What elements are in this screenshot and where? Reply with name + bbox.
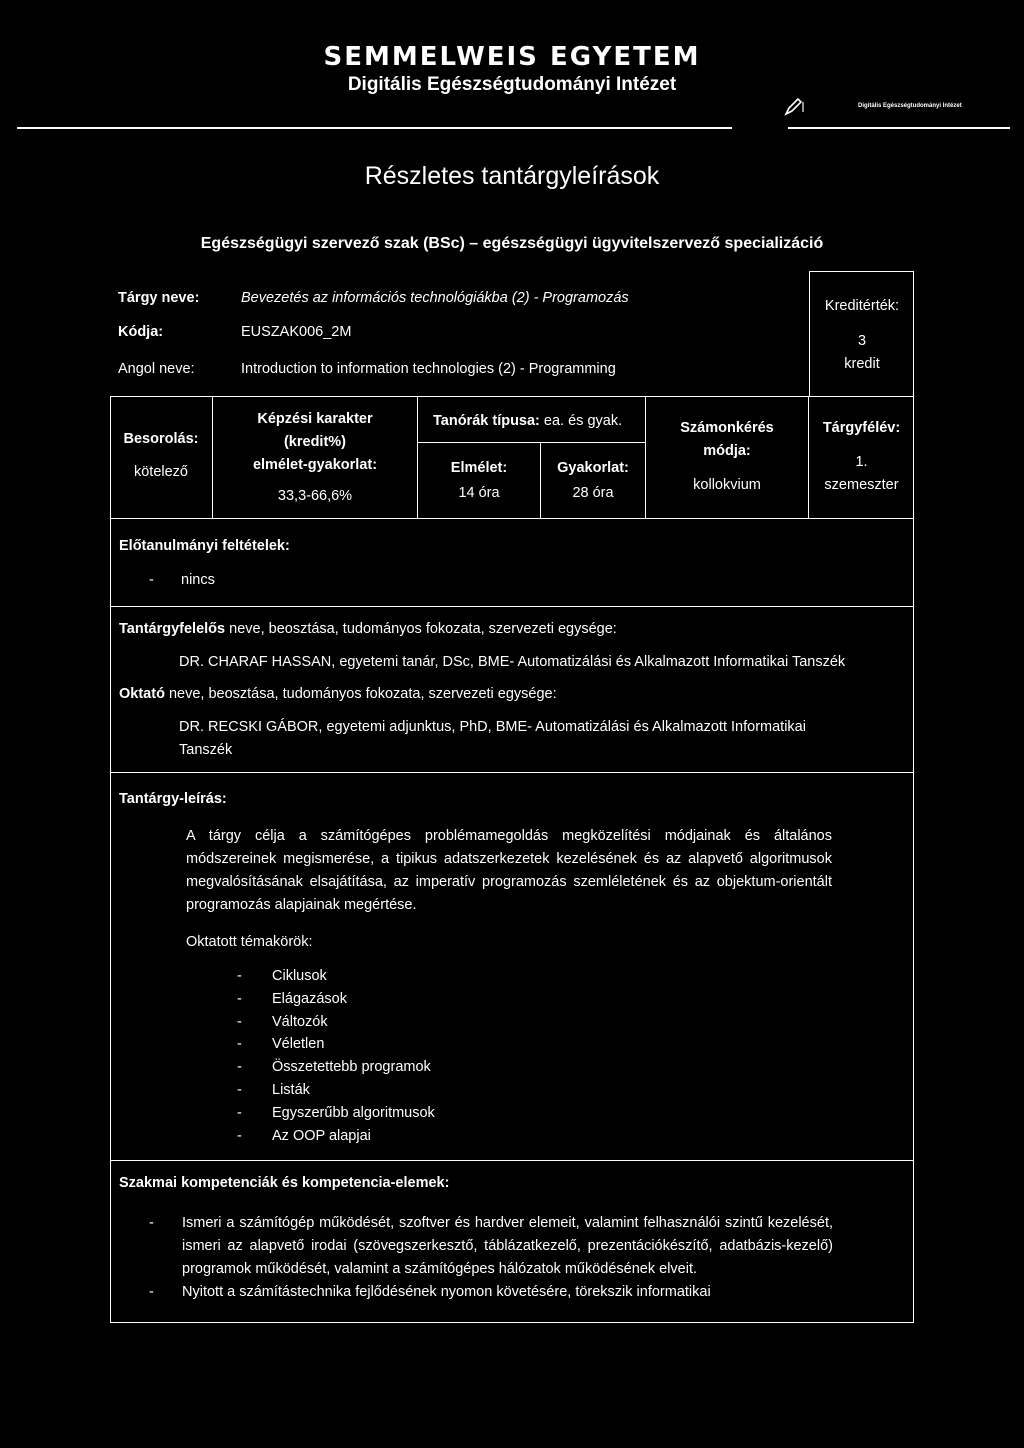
english-name-value: Introduction to information technologies (2) - Programming	[241, 361, 616, 377]
topic-item	[237, 965, 637, 988]
instructor-label-rest: neve, beosztása, tudományos fokozata, szervezeti egysége:	[164, 686, 557, 702]
subject-code-value: EUSZAK006_2M	[241, 324, 352, 340]
lesson-type-value: ea. és gyak.	[543, 413, 623, 429]
page-title: Részletes tantárgyleírások	[364, 162, 660, 190]
prerequisites-label: Előtanulmányi feltételek:	[119, 538, 290, 554]
topic-label: Egyszerűbb algoritmusok	[272, 1104, 435, 1121]
pen-logo-icon	[784, 96, 806, 121]
responsible-label	[119, 620, 617, 639]
bullet-dash: -	[237, 1013, 242, 1030]
topic-label: Az OOP alapjai	[272, 1127, 371, 1144]
competency-text: Ismeri a számítógép működését, szoftver és hardver elemeit, valamint felhasználói szintű kezelését, ismeri az alapvető irodai (szövegszerkesztő, táblázatkezelő, prezentációkészítő, adatbázis-kezelő) programok működését, valamint a számítógépes hálózatok működésének elveit.	[182, 1215, 833, 1277]
topic-item	[237, 1102, 637, 1125]
lesson-type	[433, 412, 622, 431]
bullet-dash: -	[237, 1059, 242, 1076]
topic-label: Változók	[272, 1013, 328, 1030]
credit-label: Kreditérték:	[824, 298, 900, 314]
subject-section	[110, 271, 914, 397]
topic-label: Listák	[272, 1081, 310, 1098]
topic-label: Összetettebb programok	[272, 1059, 431, 1076]
university-name: SEMMELWEIS EGYETEM	[323, 42, 701, 72]
competencies-label: Szakmai kompetenciák és kompetencia-elemek:	[119, 1175, 450, 1191]
exam-method-value: kollokvium	[693, 477, 761, 493]
bullet-dash: -	[237, 1081, 242, 1098]
bullet-dash: -	[237, 1127, 242, 1144]
semester-value: 1.	[855, 454, 868, 470]
instructor-label	[119, 685, 557, 704]
instructor-person	[179, 718, 806, 737]
theory-value: 14 óra	[458, 485, 500, 501]
header-divider-right	[788, 127, 1010, 129]
practice-label: Gyakorlat:	[557, 460, 629, 476]
topic-label: Elágazások	[272, 990, 347, 1007]
credit-number: 3	[857, 333, 867, 349]
credit-box	[809, 271, 914, 397]
lesson-type-label: Tanórák típusa:	[433, 413, 540, 429]
instructor-name: DR. RECSKI GÁBOR	[179, 719, 319, 735]
theory-label: Elmélet:	[450, 460, 508, 476]
topic-item	[237, 1056, 637, 1079]
training-character-value: 33,3-66,6%	[277, 488, 353, 504]
training-character-label: (kredit%)	[283, 434, 347, 450]
divider	[540, 442, 541, 519]
staff-section	[110, 606, 914, 773]
description-label: Tantárgy-leírás:	[119, 791, 227, 807]
program-title: Egészségügyi szervező szak (BSc) – egészségügyi ügyvitelszervező specializáció	[200, 235, 824, 252]
responsible-name: DR. CHARAF HASSAN	[179, 654, 332, 670]
prerequisites-dash: -	[149, 572, 154, 588]
instructor-label-bold: Oktató	[119, 686, 165, 702]
practice-value: 28 óra	[572, 485, 614, 501]
bullet-dash: -	[237, 1036, 242, 1053]
responsible-person	[179, 653, 845, 672]
institute-logo-text: Digitális Egészségtudományi Intézet	[858, 103, 962, 109]
classification-value: kötelező	[133, 464, 188, 480]
exam-method-label: Számonkérés	[680, 420, 774, 436]
bullet-dash: -	[237, 990, 242, 1007]
topic-item	[237, 1033, 637, 1056]
topic-item	[237, 1125, 637, 1148]
bullet-dash: -	[149, 1215, 154, 1231]
competency-item	[149, 1212, 833, 1281]
bullet-dash: -	[149, 1284, 154, 1300]
responsible-label-bold: Tantárgyfelelős	[119, 621, 226, 637]
subject-code-label: Kódja:	[118, 324, 164, 340]
prerequisites-section	[110, 518, 914, 607]
training-character-label: Képzési karakter	[257, 411, 373, 427]
bullet-dash: -	[237, 1104, 242, 1121]
subject-name-label: Tárgy neve:	[118, 290, 200, 306]
competencies-section	[110, 1160, 914, 1323]
subject-name-value: Bevezetés az információs technológiákba (2) - Programozás	[241, 290, 629, 306]
responsible-label-rest: neve, beosztása, tudományos fokozata, szervezeti egysége:	[225, 621, 617, 637]
exam-method-label: módja:	[703, 443, 751, 459]
semester-value: szemeszter	[824, 477, 899, 493]
topic-label: Véletlen	[272, 1036, 325, 1053]
responsible-details: , egyetemi tanár, DSc, BME- Automatizálási és Alkalmazott Informatikai Tanszék	[331, 654, 846, 670]
divider	[417, 442, 645, 443]
competency-text: Nyitott a számítástechnika fejlődésének nyomon követésére, törekszik informatikai	[182, 1284, 711, 1300]
topic-item	[237, 1079, 637, 1102]
competency-item	[149, 1281, 833, 1304]
topic-label: Ciklusok	[272, 968, 327, 984]
header-divider-left	[17, 127, 732, 129]
description-paragraph: A tárgy célja a számítógépes problémamegoldás megközelítési módjainak és általános módszereinek megismerése, a tipikus adatszerkezetek kezelésének és az alapvető algoritmusok megvalósításának elsajátítása, az imperatív programozás szemléletének és az objektum-orientált programozás alapjainak megértése.	[186, 828, 832, 913]
topic-item	[237, 1011, 637, 1034]
topics-label: Oktatott témakörök:	[186, 934, 313, 950]
training-character-label: elmélet-gyakorlat:	[252, 457, 378, 473]
topic-item	[237, 988, 637, 1011]
instructor-details: , egyetemi adjunktus, PhD, BME- Automatizálási és Alkalmazott Informatikai	[318, 719, 806, 735]
competencies-list	[149, 1212, 833, 1304]
bullet-dash: -	[237, 968, 242, 984]
semester-label: Tárgyfélév:	[822, 420, 901, 436]
credit-unit: kredit	[844, 356, 880, 372]
description-section	[110, 772, 914, 1161]
english-name-label: Angol neve:	[118, 361, 195, 377]
prerequisites-value: nincs	[181, 572, 215, 588]
instructor-details-cont: Tanszék	[179, 742, 233, 758]
topics-list	[237, 965, 637, 1147]
institute-name: Digitális Egészségtudományi Intézet	[347, 74, 677, 95]
classification-label: Besorolás:	[123, 431, 199, 447]
